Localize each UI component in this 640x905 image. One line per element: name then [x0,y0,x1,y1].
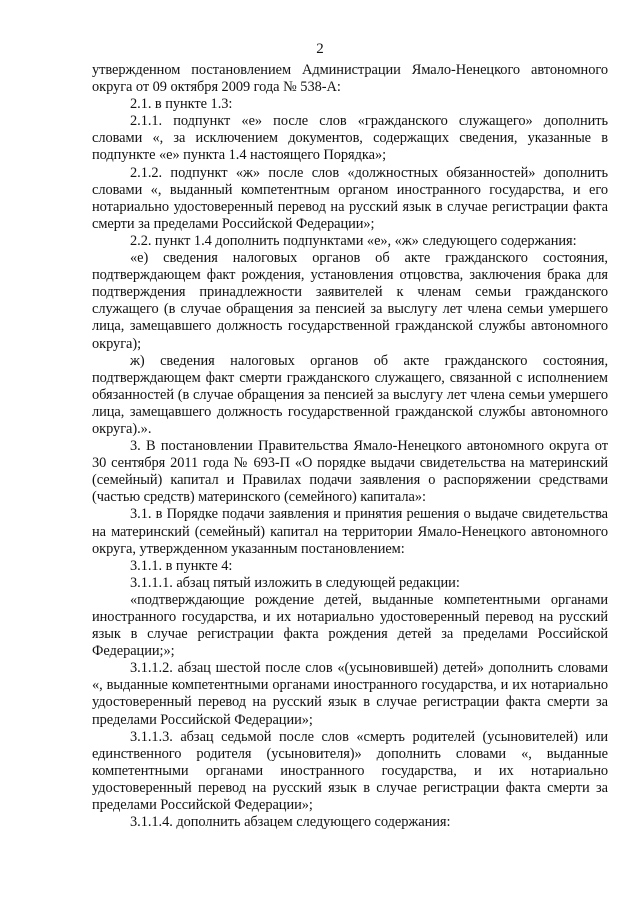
paragraph-2-1-2: 2.1.2. подпункт «ж» после слов «должностных обязанностей» дополнить словами «, выданный компетентным органом иностранного государства, и его нотариально удостоверенный перевод на русский язык в случае регистрации факта смерти за пределами Российской Федерации»; [92,164,608,232]
paragraph-subitem-zh: ж) сведения налоговых органов об акте гражданского состояния, подтверждающем факт смерти гражданского служащего, связанной с исполнением обязанностей (в случае обращения за пенсией за выслугу лет члена семьи умершего лица, замещавшего должность государственной гражданской службы автономного округа).». [92,352,608,437]
paragraph-3-1-1-2: 3.1.1.2. абзац шестой после слов «(усыновившей) детей» дополнить словами «, выданные компетентными органами иностранного государства, и их нотариально удостоверенный перевод на русский язык в случае регистрации факта смерти за пределами Российской Федерации»; [92,660,608,728]
document-body [92,62,608,831]
paragraph-3: 3. В постановлении Правительства Ямало-Ненецкого автономного округа от 30 сентября 2011 года № 693-П «О порядке выдачи свидетельства на материнский (семейный) капитал и Правилах подачи заявления о распоряжении средствами (частью средств) материнского (семейного) капитала»: [92,438,608,506]
paragraph-intro-continuation: утвержденном постановлением Администрации Ямало-Ненецкого автономного округа от 09 октября 2009 года № 538-А: [92,62,608,96]
paragraph-3-1: 3.1. в Порядке подачи заявления и принятия решения о выдаче свидетельства на материнский (семейный) капитал на территории Ямало-Ненецкого автономного округа, утвержденном указанным постановлением: [92,506,608,557]
paragraph-3-1-1-3: 3.1.1.3. абзац седьмой после слов «смерть родителей (усыновителей) или единственного родителя (усыновителя)» дополнить словами «, выданные компетентными органами иностранного государства, и их нотариально удостоверенный перевод на русский язык в случае регистрации факта смерти за пределами Российской Федерации»; [92,728,608,814]
paragraph-2-1: 2.1. в пункте 1.3: [130,96,233,113]
page-number: 2 [316,41,324,57]
paragraph-subitem-e: «е) сведения налоговых органов об акте гражданского состояния, подтверждающем факт рождения, установления отцовства, заключения брака для подтверждения принадлежности заявителей к членам семьи гражданского служащего (в случае обращения за пенсией за выслугу лет члена семьи умершего лица, замещавшего должность государственной гражданской службы автономного округа); [92,250,608,352]
paragraph-2-1-1: 2.1.1. подпункт «е» после слов «гражданского служащего» дополнить словами «, за исключением документов, содержащих сведения, указанные в подпункте «е» пункта 1.4 настоящего Порядка»; [92,113,608,164]
paragraph-3-1-1-1: 3.1.1.1. абзац пятый изложить в следующей редакции: [130,574,460,591]
paragraph-quoted-text: «подтверждающие рождение детей, выданные компетентными органами иностранного государства, и их нотариально удостоверенный перевод на русский язык в случае регистрации факта рождения детей за пределами Российской Федерации;»; [92,591,608,660]
paragraph-3-1-1-4: 3.1.1.4. дополнить абзацем следующего содержания: [130,814,451,831]
paragraph-3-1-1: 3.1.1. в пункте 4: [130,557,233,574]
paragraph-2-2: 2.2. пункт 1.4 дополнить подпунктами «е», «ж» следующего содержания: [130,232,577,249]
